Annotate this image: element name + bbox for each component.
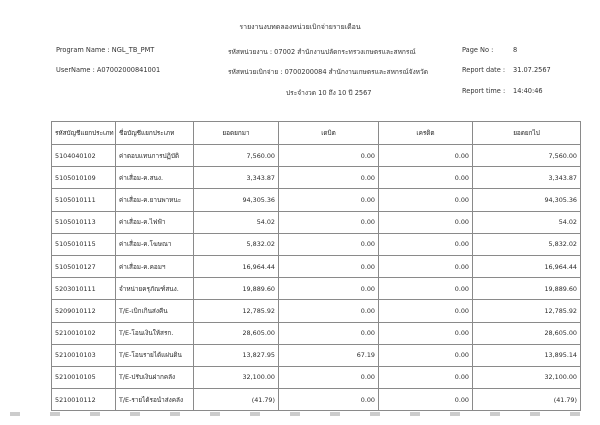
- table-row: [52, 322, 581, 344]
- table-row: [52, 366, 581, 388]
- period-line: ประจำงวด 10 ถึง 10 ปี 2567: [286, 89, 372, 97]
- report-title: รายงานงบทดลองหน่วยเบิกจ่ายรายเดือน: [239, 23, 361, 31]
- debit-cell: 0.00: [279, 233, 379, 255]
- account-code-cell: 5209010112: [52, 300, 116, 322]
- table-row: [52, 145, 581, 167]
- table-row: [52, 300, 581, 322]
- credit-cell: 0.00: [379, 300, 473, 322]
- account-name-cell: ค่าเสื่อม-ค.ไฟฟ้า: [116, 211, 194, 233]
- opening-balance-cell: 7,560.00: [194, 145, 279, 167]
- account-name-cell: ค่าเสื่อม-ค.สนง.: [116, 167, 194, 189]
- account-name-cell: T/E-รายได้รอนำส่งคลัง: [116, 389, 194, 411]
- opening-balance-cell: 54.02: [194, 211, 279, 233]
- account-code-cell: 5105010113: [52, 211, 116, 233]
- opening-balance-cell: 28,605.00: [194, 322, 279, 344]
- closing-balance-cell: 7,560.00: [473, 145, 581, 167]
- debit-cell: 0.00: [279, 389, 379, 411]
- account-name-cell: ค่าเสื่อม-ค.โฆษณา: [116, 233, 194, 255]
- credit-cell: 0.00: [379, 322, 473, 344]
- account-code-cell: 5105010115: [52, 233, 116, 255]
- account-name-cell: T/E-เบิกเกินส่งคืน: [116, 300, 194, 322]
- account-code-cell: 5203010111: [52, 278, 116, 300]
- credit-cell: 0.00: [379, 167, 473, 189]
- opening-balance-cell: 12,785.92: [194, 300, 279, 322]
- closing-balance-cell: 19,889.60: [473, 278, 581, 300]
- table-row: [52, 344, 581, 366]
- account-name-cell: ค่าเสื่อม-ค.ยานพาหนะ: [116, 189, 194, 211]
- account-code-cell: 5105010127: [52, 255, 116, 277]
- report-date-label: Report date :: [462, 66, 506, 74]
- credit-cell: 0.00: [379, 233, 473, 255]
- account-code-cell: 5105010109: [52, 167, 116, 189]
- agency-line: รหัสหน่วยงาน : 07002 สำนักงานปลัดกระทรวงเกษตรและสหกรณ์: [228, 48, 416, 56]
- account-code-cell: 5210010112: [52, 389, 116, 411]
- account-name-cell: ค่าตอบแทนการปฏิบัติ: [116, 145, 194, 167]
- opening-balance-cell: 94,305.36: [194, 189, 279, 211]
- account-code-cell: 5210010105: [52, 366, 116, 388]
- report-time-label: Report time :: [462, 87, 506, 95]
- table-header-row: [52, 122, 581, 145]
- report-time-value: 14:40:46: [513, 87, 543, 95]
- account-name-cell: T/E-โอนรายได้แผ่นดิน: [116, 344, 194, 366]
- opening-balance-cell: 13,827.95: [194, 344, 279, 366]
- account-name-cell: จำหน่ายครุภัณฑ์สนง.: [116, 278, 194, 300]
- closing-balance-cell: 16,964.44: [473, 255, 581, 277]
- col-header-closing-balance: ยอดยกไป: [473, 122, 581, 145]
- credit-cell: 0.00: [379, 366, 473, 388]
- col-header-opening-balance: ยอดยกมา: [194, 122, 279, 145]
- trial-balance-table: [51, 121, 581, 411]
- debit-cell: 0.00: [279, 366, 379, 388]
- account-name-cell: T/E-โอนเงินให้สรก.: [116, 322, 194, 344]
- credit-cell: 0.00: [379, 344, 473, 366]
- opening-balance-cell: (41.79): [194, 389, 279, 411]
- debit-cell: 0.00: [279, 300, 379, 322]
- debit-cell: 0.00: [279, 255, 379, 277]
- credit-cell: 0.00: [379, 278, 473, 300]
- table-row: [52, 211, 581, 233]
- page-no-label: Page No :: [462, 46, 494, 54]
- table-body: [52, 145, 581, 411]
- credit-cell: 0.00: [379, 255, 473, 277]
- col-header-account-code: รหัสบัญชีแยกประเภท: [52, 122, 116, 145]
- account-name-cell: ค่าเสื่อม-ค.คอมฯ: [116, 255, 194, 277]
- program-name: Program Name : NGL_TB_PMT: [56, 46, 155, 54]
- opening-balance-cell: 32,100.00: [194, 366, 279, 388]
- account-code-cell: 5105010111: [52, 189, 116, 211]
- closing-balance-cell: 94,305.36: [473, 189, 581, 211]
- opening-balance-cell: 19,889.60: [194, 278, 279, 300]
- page-no-value: 8: [513, 46, 518, 54]
- account-code-cell: 5210010103: [52, 344, 116, 366]
- closing-balance-cell: 54.02: [473, 211, 581, 233]
- closing-balance-cell: 5,832.02: [473, 233, 581, 255]
- closing-balance-cell: 12,785.92: [473, 300, 581, 322]
- col-header-credit: เครดิต: [379, 122, 473, 145]
- debit-cell: 0.00: [279, 278, 379, 300]
- user-name: UserName : A07002000841001: [56, 66, 161, 74]
- credit-cell: 0.00: [379, 211, 473, 233]
- report-date-value: 31.07.2567: [513, 66, 551, 74]
- col-header-debit: เดบิต: [279, 122, 379, 145]
- closing-balance-cell: (41.79): [473, 389, 581, 411]
- disbursing-line: รหัสหน่วยเบิกจ่าย : 0700200084 สำนักงานเกษตรและสหกรณ์จังหวัด: [228, 68, 428, 76]
- debit-cell: 0.00: [279, 322, 379, 344]
- credit-cell: 0.00: [379, 145, 473, 167]
- opening-balance-cell: 5,832.02: [194, 233, 279, 255]
- debit-cell: 0.00: [279, 211, 379, 233]
- account-code-cell: 5210010102: [52, 322, 116, 344]
- debit-cell: 0.00: [279, 145, 379, 167]
- credit-cell: 0.00: [379, 189, 473, 211]
- credit-cell: 0.00: [379, 389, 473, 411]
- col-header-account-name: ชื่อบัญชีแยกประเภท: [116, 122, 194, 145]
- scan-footer-artifact: [10, 412, 590, 416]
- debit-cell: 0.00: [279, 167, 379, 189]
- table-row: [52, 255, 581, 277]
- account-code-cell: 5104040102: [52, 145, 116, 167]
- opening-balance-cell: 3,343.87: [194, 167, 279, 189]
- table-row: [52, 389, 581, 411]
- debit-cell: 0.00: [279, 189, 379, 211]
- debit-cell: 67.19: [279, 344, 379, 366]
- opening-balance-cell: 16,964.44: [194, 255, 279, 277]
- closing-balance-cell: 28,605.00: [473, 322, 581, 344]
- table-row: [52, 189, 581, 211]
- closing-balance-cell: 32,100.00: [473, 366, 581, 388]
- account-name-cell: T/E-ปรับเงินฝากคลัง: [116, 366, 194, 388]
- closing-balance-cell: 13,895.14: [473, 344, 581, 366]
- table-row: [52, 278, 581, 300]
- table-row: [52, 233, 581, 255]
- table-row: [52, 167, 581, 189]
- closing-balance-cell: 3,343.87: [473, 167, 581, 189]
